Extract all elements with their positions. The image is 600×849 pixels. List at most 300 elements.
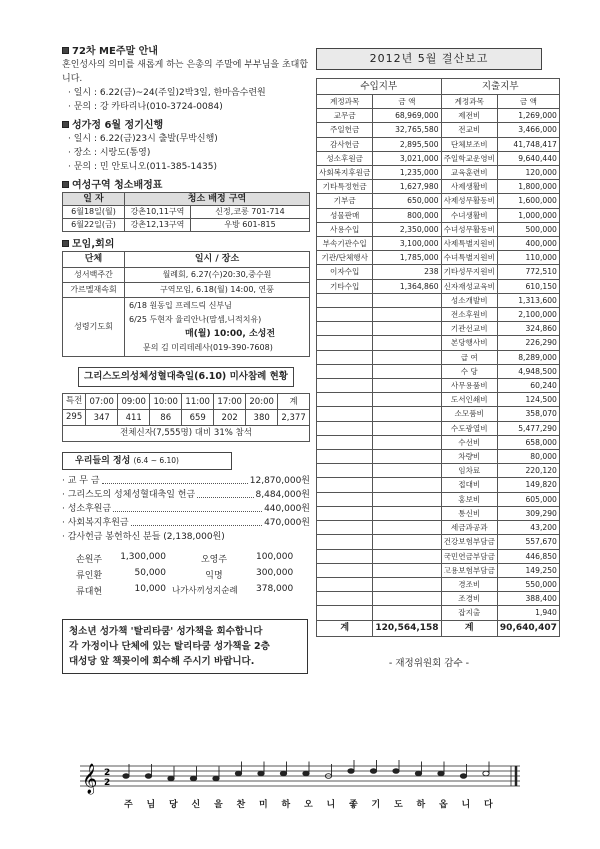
expense-account: 세금과공과 bbox=[441, 521, 497, 535]
expense-amount: 60,240 bbox=[497, 379, 559, 393]
expense-amount: 9,640,440 bbox=[497, 151, 559, 165]
note-head-icon bbox=[168, 776, 174, 781]
income-amount bbox=[373, 492, 441, 506]
meetings-cell: 성서백주간 bbox=[63, 268, 125, 283]
income-account bbox=[317, 535, 373, 549]
cleaning-cell: 강촌12,13구역 bbox=[125, 219, 191, 232]
meetings-header: 일시 / 장소 bbox=[125, 252, 310, 268]
note-head-icon bbox=[483, 771, 489, 776]
expense-amount: 1,269,000 bbox=[497, 109, 559, 123]
table-row bbox=[317, 393, 560, 407]
me-line: · 문의 : 강 카타리나(010-3724-0084) bbox=[68, 102, 223, 112]
income-account bbox=[317, 308, 373, 322]
expense-account: 차량비 bbox=[441, 450, 497, 464]
table-row bbox=[317, 279, 560, 293]
expense-account: 급 여 bbox=[441, 350, 497, 364]
mass-value: 202 bbox=[214, 410, 246, 426]
meetings-cell: 월례회, 6.27(수)20:30,중수원 bbox=[125, 268, 310, 283]
expense-account: 수선비 bbox=[441, 435, 497, 449]
offerings-title: 우리들의 정성 (6.4 ~ 6.10) bbox=[62, 452, 232, 470]
notice-line: 청소년 성가책 '탈리타쿰' 성가책을 회수합니다 bbox=[69, 626, 263, 637]
table-row bbox=[317, 421, 560, 435]
donor-name: 손원주 bbox=[76, 555, 103, 565]
income-amount bbox=[373, 322, 441, 336]
expense-account: 임차료 bbox=[441, 464, 497, 478]
table-row bbox=[317, 464, 560, 478]
income-amount: 68,969,000 bbox=[373, 109, 441, 123]
income-account bbox=[317, 379, 373, 393]
table-row bbox=[317, 592, 560, 606]
donor-grid bbox=[76, 552, 310, 597]
expense-amount: 550,000 bbox=[497, 577, 559, 591]
income-account: 기관/단체행사 bbox=[317, 251, 373, 265]
income-account bbox=[317, 393, 373, 407]
expense-amount: 2,100,000 bbox=[497, 308, 559, 322]
expense-amount: 557,670 bbox=[497, 535, 559, 549]
income-account: 성물판매 bbox=[317, 208, 373, 222]
square-bullet-icon bbox=[62, 240, 69, 247]
mass-header: 07:00 bbox=[86, 394, 118, 410]
income-amount bbox=[373, 521, 441, 535]
income-account bbox=[317, 407, 373, 421]
lyric-syllable: 오 bbox=[304, 800, 314, 810]
meetings-cell: 성령기도회 bbox=[63, 298, 125, 357]
expense-account: 기관선교비 bbox=[441, 322, 497, 336]
expense-account: 사제특별지원비 bbox=[441, 237, 497, 251]
income-account bbox=[317, 478, 373, 492]
offerings-list bbox=[62, 474, 310, 544]
table-row bbox=[63, 283, 310, 298]
total-label: 계 bbox=[441, 620, 497, 636]
income-account bbox=[317, 592, 373, 606]
lyric-syllable: 찬 bbox=[236, 800, 247, 810]
expense-amount: 41,748,417 bbox=[497, 137, 559, 151]
expense-account: 주일학교운영비 bbox=[441, 151, 497, 165]
income-account bbox=[317, 421, 373, 435]
mass-value: 659 bbox=[182, 410, 214, 426]
mass-header: 특전 bbox=[63, 394, 86, 410]
table-row bbox=[317, 109, 560, 123]
income-amount bbox=[373, 563, 441, 577]
income-account bbox=[317, 464, 373, 478]
expense-account: 홍보비 bbox=[441, 492, 497, 506]
lyric-syllable: 하 bbox=[416, 800, 427, 810]
income-amount bbox=[373, 407, 441, 421]
meetings-cell: 구역모임, 6.18(월) 14:00, 연풍 bbox=[125, 283, 310, 298]
table-row bbox=[317, 222, 560, 236]
expense-account: 국민연금부담금 bbox=[441, 549, 497, 563]
expense-amount: 1,600,000 bbox=[497, 194, 559, 208]
expense-account: 교육훈련비 bbox=[441, 166, 497, 180]
expense-account: 전교비 bbox=[441, 123, 497, 137]
expense-account: 수 당 bbox=[441, 364, 497, 378]
income-account: 주일헌금 bbox=[317, 123, 373, 137]
table-row bbox=[317, 265, 560, 279]
expense-header: 지출지부 bbox=[441, 79, 559, 95]
expense-amount: 324,860 bbox=[497, 322, 559, 336]
income-account: 기부금 bbox=[317, 194, 373, 208]
income-account bbox=[317, 506, 373, 520]
expense-amount: 8,289,000 bbox=[497, 350, 559, 364]
table-row bbox=[63, 268, 310, 283]
income-amount bbox=[373, 308, 441, 322]
time-signature-icon: 2 bbox=[104, 768, 111, 778]
income-account: 성소후원금 bbox=[317, 151, 373, 165]
lyric-syllable: 다 bbox=[484, 800, 494, 810]
note-head-icon bbox=[258, 771, 264, 776]
income-header: 수입지부 bbox=[317, 79, 442, 95]
donor-name: 류인환 bbox=[76, 571, 103, 581]
offerings-period: (6.4 ~ 6.10) bbox=[133, 456, 179, 465]
finance-body bbox=[317, 109, 560, 620]
column-header: 계정과목 bbox=[441, 95, 497, 109]
expense-amount: 400,000 bbox=[497, 237, 559, 251]
pilgrimage-line: · 장소 : 시랑도(통영) bbox=[68, 148, 151, 158]
table-row bbox=[317, 208, 560, 222]
table-row bbox=[317, 606, 560, 620]
cleaning-cell: 우방 601-815 bbox=[191, 219, 310, 232]
donor-name: 오영주 bbox=[200, 555, 228, 565]
income-account: 이자수입 bbox=[317, 265, 373, 279]
income-amount: 1,235,000 bbox=[373, 166, 441, 180]
finance-table bbox=[316, 78, 560, 637]
square-bullet-icon bbox=[62, 121, 69, 128]
lyric-syllable: 도 bbox=[394, 800, 404, 810]
expense-account: 사제성무활동비 bbox=[441, 194, 497, 208]
expense-account: 경조비 bbox=[441, 577, 497, 591]
income-amount bbox=[373, 478, 441, 492]
income-amount: 650,000 bbox=[373, 194, 441, 208]
income-amount: 2,350,000 bbox=[373, 222, 441, 236]
table-row bbox=[317, 549, 560, 563]
list-item: · 성소후원금 440,000원 bbox=[62, 504, 310, 514]
income-amount bbox=[373, 379, 441, 393]
hymn-notes bbox=[123, 760, 489, 781]
expense-account: 도서인쇄비 bbox=[441, 393, 497, 407]
expense-account: 조경비 bbox=[441, 592, 497, 606]
table-row bbox=[317, 521, 560, 535]
mass-value: 2,377 bbox=[278, 410, 310, 426]
income-account bbox=[317, 350, 373, 364]
expense-account: 수도광열비 bbox=[441, 421, 497, 435]
table-row bbox=[317, 563, 560, 577]
income-amount bbox=[373, 592, 441, 606]
cleaning-cell: 신정,코롱 701-714 bbox=[191, 206, 310, 219]
expense-account: 소모품비 bbox=[441, 407, 497, 421]
mass-header: 17:00 bbox=[214, 394, 246, 410]
income-account bbox=[317, 336, 373, 350]
donor-name: 익명 bbox=[205, 571, 223, 581]
column-header: 계정과목 bbox=[317, 95, 373, 109]
meetings-table bbox=[62, 251, 310, 357]
table-row bbox=[317, 251, 560, 265]
expense-amount: 658,000 bbox=[497, 435, 559, 449]
expense-amount: 309,290 bbox=[497, 506, 559, 520]
income-amount: 1,627,980 bbox=[373, 180, 441, 194]
donor-amount: 50,000 bbox=[134, 568, 166, 578]
income-amount bbox=[373, 350, 441, 364]
expense-amount: 120,000 bbox=[497, 166, 559, 180]
table-row bbox=[63, 219, 310, 232]
me-section-title: 72차 ME주말 안내 bbox=[62, 42, 310, 57]
mass-header: 20:00 bbox=[246, 394, 278, 410]
income-amount bbox=[373, 506, 441, 520]
meetings-section-title: 모임,회의 bbox=[62, 235, 310, 250]
total-label: 계 bbox=[317, 620, 373, 636]
note-head-icon bbox=[415, 771, 421, 776]
expense-amount: 605,000 bbox=[497, 492, 559, 506]
table-row bbox=[317, 308, 560, 322]
lyric-syllable: 기 bbox=[371, 800, 382, 810]
notice-line: 각 가정이나 단체에 있는 탈리타쿰 성가책을 2층 bbox=[69, 641, 270, 652]
mass-value: 411 bbox=[118, 410, 150, 426]
cleaning-cell: 6월22일(금) bbox=[63, 219, 125, 232]
table-row bbox=[317, 350, 560, 364]
income-account: 사회복지후원금 bbox=[317, 166, 373, 180]
expense-amount: 500,000 bbox=[497, 222, 559, 236]
table-row bbox=[317, 492, 560, 506]
income-amount bbox=[373, 364, 441, 378]
expense-account: 고용보험부담금 bbox=[441, 563, 497, 577]
table-row bbox=[317, 293, 560, 307]
mass-header: 09:00 bbox=[118, 394, 150, 410]
income-amount: 1,785,000 bbox=[373, 251, 441, 265]
expense-account: 기타성무지원비 bbox=[441, 265, 497, 279]
lyric-syllable: 미 bbox=[259, 800, 269, 810]
note-head-icon bbox=[393, 769, 399, 774]
note-head-icon bbox=[123, 774, 129, 779]
table-row bbox=[63, 206, 310, 219]
donor-amount: 300,000 bbox=[256, 568, 294, 578]
expense-account: 신자재성교육비 bbox=[441, 279, 497, 293]
income-total: 120,564,158 bbox=[373, 620, 441, 636]
expense-amount: 149,820 bbox=[497, 478, 559, 492]
income-amount bbox=[373, 549, 441, 563]
column-header: 금 액 bbox=[373, 95, 441, 109]
income-amount bbox=[373, 393, 441, 407]
mass-summary: 전체신자(7,555명) 대비 31% 참석 bbox=[63, 426, 310, 442]
expense-account: 성소개발비 bbox=[441, 293, 497, 307]
income-amount bbox=[373, 336, 441, 350]
table-row bbox=[317, 194, 560, 208]
expense-amount: 3,466,000 bbox=[497, 123, 559, 137]
note-head-icon bbox=[213, 776, 219, 781]
list-item: · 사회복지후원금 470,000원 bbox=[62, 518, 310, 528]
table-row bbox=[317, 407, 560, 421]
income-account bbox=[317, 322, 373, 336]
note-head-icon bbox=[235, 771, 241, 776]
note-head-icon bbox=[370, 769, 376, 774]
cleaning-table bbox=[62, 192, 310, 232]
left-column bbox=[62, 40, 310, 674]
square-bullet-icon bbox=[62, 181, 69, 188]
prayer-line: 문의 김 미리데레사(019-390-7608) bbox=[143, 343, 273, 352]
cleaning-header: 청소 배정 구역 bbox=[125, 193, 310, 206]
table-row bbox=[317, 577, 560, 591]
table-row bbox=[317, 180, 560, 194]
table-row bbox=[317, 364, 560, 378]
list-item: · 교 무 금 12,870,000원 bbox=[62, 476, 310, 486]
table-row bbox=[317, 435, 560, 449]
table-row bbox=[317, 237, 560, 251]
expense-account: 본당행사비 bbox=[441, 336, 497, 350]
income-account bbox=[317, 521, 373, 535]
table-row bbox=[317, 450, 560, 464]
income-amount bbox=[373, 535, 441, 549]
mass-value: 86 bbox=[150, 410, 182, 426]
expense-account: 수녀성무활동비 bbox=[441, 222, 497, 236]
hymn-staff bbox=[80, 760, 520, 830]
donor-amount: 378,000 bbox=[256, 584, 294, 594]
expense-amount: 80,000 bbox=[497, 450, 559, 464]
right-column bbox=[316, 48, 557, 669]
expense-account: 제전비 bbox=[441, 109, 497, 123]
income-amount bbox=[373, 293, 441, 307]
expense-amount: 1,000,000 bbox=[497, 208, 559, 222]
income-amount bbox=[373, 464, 441, 478]
note-head-icon bbox=[145, 774, 151, 779]
expense-amount: 772,510 bbox=[497, 265, 559, 279]
mass-attendance-table bbox=[62, 393, 310, 442]
cleaning-section-title: 여성구역 청소배정표 bbox=[62, 176, 310, 191]
pilgrimage-line: · 일시 : 6.22(금)23시 출발(무박신행) bbox=[68, 134, 218, 144]
table-row bbox=[317, 506, 560, 520]
income-account: 기타수입 bbox=[317, 279, 373, 293]
income-amount bbox=[373, 606, 441, 620]
expense-account: 수녀특별지원비 bbox=[441, 251, 497, 265]
lyric-syllable: 하 bbox=[281, 800, 292, 810]
expense-amount: 43,200 bbox=[497, 521, 559, 535]
pilgrimage-line: · 문의 : 민 안토니오(011-385-1435) bbox=[68, 162, 217, 172]
donor-name: 나가사끼성지순례 bbox=[172, 586, 238, 596]
mass-header: 10:00 bbox=[150, 394, 182, 410]
expense-account: 수녀생활비 bbox=[441, 208, 497, 222]
income-account: 부속기관수입 bbox=[317, 237, 373, 251]
expense-account: 접대비 bbox=[441, 478, 497, 492]
expense-account: 사제생활비 bbox=[441, 180, 497, 194]
expense-account: 사무용품비 bbox=[441, 379, 497, 393]
expense-amount: 5,477,290 bbox=[497, 421, 559, 435]
income-account bbox=[317, 549, 373, 563]
treble-clef-icon: 𝄞 bbox=[82, 764, 98, 794]
hymnbook-notice bbox=[62, 619, 308, 674]
expense-amount: 446,850 bbox=[497, 549, 559, 563]
income-account bbox=[317, 577, 373, 591]
income-account: 사용수입 bbox=[317, 222, 373, 236]
me-line: · 일시 : 6.22(금)~24(주일)2박3일, 한마음수련원 bbox=[68, 88, 266, 98]
column-header: 금 액 bbox=[497, 95, 559, 109]
income-amount: 32,765,580 bbox=[373, 123, 441, 137]
table-row bbox=[317, 535, 560, 549]
table-row bbox=[317, 123, 560, 137]
income-amount bbox=[373, 421, 441, 435]
income-amount bbox=[373, 450, 441, 464]
cleaning-cell: 6월18일(월) bbox=[63, 206, 125, 219]
expense-account: 건강보험부담금 bbox=[441, 535, 497, 549]
lyric-syllable: 신 bbox=[191, 800, 202, 810]
cleaning-header: 일 자 bbox=[63, 193, 125, 206]
thanks-title: · 감사헌금 봉헌하신 분들 (2,138,000원) bbox=[62, 532, 225, 542]
prayer-line: 매(월) 10:00, 소성전 bbox=[185, 329, 276, 339]
mass-value: 380 bbox=[246, 410, 278, 426]
expense-account: 통신비 bbox=[441, 506, 497, 520]
expense-account: 잡지출 bbox=[441, 606, 497, 620]
note-head-icon bbox=[303, 771, 309, 776]
income-account bbox=[317, 450, 373, 464]
income-amount: 3,100,000 bbox=[373, 237, 441, 251]
income-amount: 1,364,860 bbox=[373, 279, 441, 293]
note-head-icon bbox=[438, 771, 444, 776]
time-signature-icon: 2 bbox=[104, 778, 111, 788]
prayer-line: 6/25 두현자 율리안나(맘셈,니적치유) bbox=[129, 315, 262, 324]
meetings-cell: 가르멜재속회 bbox=[63, 283, 125, 298]
expense-amount: 220,120 bbox=[497, 464, 559, 478]
expense-amount: 610,150 bbox=[497, 279, 559, 293]
lyric-syllable: 니 bbox=[326, 800, 337, 810]
income-account bbox=[317, 435, 373, 449]
table-row bbox=[63, 410, 310, 426]
table-row bbox=[317, 322, 560, 336]
expense-amount: 1,940 bbox=[497, 606, 559, 620]
cleaning-cell: 강촌10,11구역 bbox=[125, 206, 191, 219]
lyric-syllable: 님 bbox=[146, 800, 157, 810]
table-row bbox=[63, 426, 310, 442]
income-account: 교무금 bbox=[317, 109, 373, 123]
me-intro: 혼인성사의 의미를 새롭게 하는 은총의 주말에 부부님을 초대합니다. bbox=[62, 60, 309, 84]
income-amount: 2,895,500 bbox=[373, 137, 441, 151]
expense-amount: 358,070 bbox=[497, 407, 559, 421]
signature: - 재정위원회 감수 - bbox=[388, 657, 470, 669]
table-row bbox=[317, 379, 560, 393]
table-row bbox=[317, 137, 560, 151]
donor-amount: 10,000 bbox=[134, 584, 166, 594]
income-account bbox=[317, 492, 373, 506]
lyric-syllable: 옵 bbox=[439, 800, 449, 810]
notice-line: 대성당 앞 책꽂이에 회수해 주시기 바랍니다. bbox=[69, 656, 255, 667]
table-row bbox=[317, 478, 560, 492]
donor-amount: 1,300,000 bbox=[120, 552, 166, 562]
meetings-header: 단체 bbox=[63, 252, 125, 268]
donor-name: 류대현 bbox=[76, 587, 103, 597]
expense-amount: 1,313,600 bbox=[497, 293, 559, 307]
mass-header: 계 bbox=[278, 394, 310, 410]
table-row bbox=[317, 166, 560, 180]
list-item: · 그리스도의 성체성혈대축일 헌금 8,484,000원 bbox=[62, 490, 310, 500]
mass-value: 347 bbox=[86, 410, 118, 426]
note-head-icon bbox=[460, 774, 466, 779]
income-amount: 238 bbox=[373, 265, 441, 279]
mass-value: 295 bbox=[63, 410, 86, 426]
lyric-syllable: 좋 bbox=[349, 800, 359, 810]
prayer-line: 6/18 원동입 프레드릭 신부님 bbox=[129, 301, 232, 310]
pilgrimage-section-title: 성가정 6월 정기신행 bbox=[62, 116, 310, 131]
expense-account: 단체보조비 bbox=[441, 137, 497, 151]
income-account bbox=[317, 606, 373, 620]
income-account: 기타특정헌금 bbox=[317, 180, 373, 194]
total-row bbox=[317, 620, 560, 636]
donor-amount: 100,000 bbox=[256, 552, 294, 562]
table-row bbox=[63, 298, 310, 357]
report-title: 2012년 5월 결산보고 bbox=[316, 48, 542, 70]
table-row bbox=[317, 336, 560, 350]
expense-amount: 226,290 bbox=[497, 336, 559, 350]
income-account bbox=[317, 364, 373, 378]
lyric-syllable: 주 bbox=[124, 800, 134, 810]
expense-amount: 4,948,500 bbox=[497, 364, 559, 378]
income-account: 감사헌금 bbox=[317, 137, 373, 151]
income-amount bbox=[373, 435, 441, 449]
lyric-syllable: 을 bbox=[214, 800, 224, 810]
